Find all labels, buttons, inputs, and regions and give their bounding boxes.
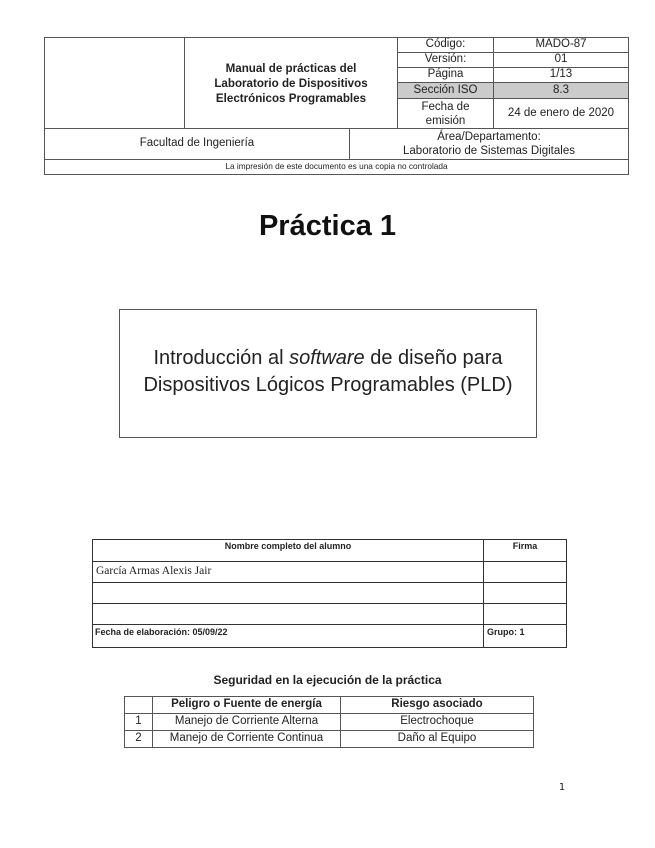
header-border-right [628, 37, 629, 175]
uncontrolled-copy-notice: La impresión de este documento es una copia no controlada [225, 161, 448, 172]
page-label: Página [427, 68, 464, 81]
table-row-line [92, 624, 567, 625]
iso-section-label: Sección ISO [413, 83, 478, 96]
student-name [96, 605, 476, 621]
practice-subtitle-line [153, 345, 502, 372]
safety-row-index: 2 [135, 732, 142, 745]
table-row-line [92, 561, 567, 562]
version-label: Versión: [424, 53, 467, 66]
logo-cell [45, 38, 184, 128]
department-line: Laboratorio de Sistemas Digitales [403, 145, 575, 157]
safety-title: Seguridad en la ejecución de la práctica [213, 673, 442, 687]
manual-title-line: Electrónicos Programables [215, 91, 367, 105]
table-row-line [92, 603, 567, 604]
code-value: MADO-87 [535, 38, 587, 51]
issue-date-value: 24 de enero de 2020 [507, 106, 615, 119]
issue-date-label-line: Fecha de [421, 100, 470, 113]
student-name-header: Nombre completo del alumno [224, 540, 352, 551]
faculty-name: Facultad de Ingeniería [139, 137, 255, 150]
safety-row-hazard: Manejo de Corriente Continua [169, 732, 324, 745]
practice-subtitle-line: Dispositivos Lógicos Programables (PLD) [143, 373, 513, 396]
safety-header-index [125, 697, 152, 713]
table-border-left [92, 539, 93, 648]
issue-date-label-line: emisión [425, 114, 466, 127]
safety-header-risk: Riesgo asociado [391, 698, 483, 711]
table-border-bottom [92, 647, 567, 648]
safety-row-hazard: Manejo de Corriente Alterna [174, 715, 319, 728]
manual-title-line: Laboratorio de Dispositivos [214, 76, 368, 90]
safety-header-hazard: Peligro o Fuente de energía [171, 698, 322, 711]
signature-header: Firma [512, 540, 538, 551]
header-border-bottom [44, 174, 629, 175]
elaboration-date: Fecha de elaboración: 05/09/22 [95, 627, 228, 637]
subtitle-text: Introducción al [153, 346, 290, 369]
page-value: 1/13 [549, 68, 573, 81]
table-row-line [92, 582, 567, 583]
code-label: Código: [425, 38, 466, 51]
safety-row-risk: Electrochoque [400, 715, 474, 728]
department-line: Área/Departamento: [437, 131, 541, 143]
table-col-line [483, 539, 484, 648]
table-border-right [566, 539, 567, 648]
manual-title [185, 38, 397, 128]
practice-subtitle-box [119, 309, 537, 438]
issue-date-label [398, 99, 493, 128]
safety-row-risk: Daño al Equipo [397, 732, 477, 745]
iso-section-value: 8.3 [553, 83, 569, 96]
subtitle-text: de diseño para [364, 346, 503, 369]
student-name [96, 584, 476, 600]
table-border-bottom [124, 747, 534, 748]
student-name: García Armas Alexis Jair [96, 565, 212, 577]
department [350, 129, 628, 159]
table-border-right [533, 696, 534, 748]
safety-row-index: 1 [135, 715, 142, 728]
manual-title-line: Manual de prácticas del [225, 61, 357, 75]
group-number: Grupo: 1 [487, 627, 525, 637]
version-value: 01 [554, 53, 568, 66]
page-number: 1 [558, 782, 566, 793]
subtitle-italic-text: software [289, 346, 365, 369]
practice-title: Práctica 1 [258, 210, 397, 242]
